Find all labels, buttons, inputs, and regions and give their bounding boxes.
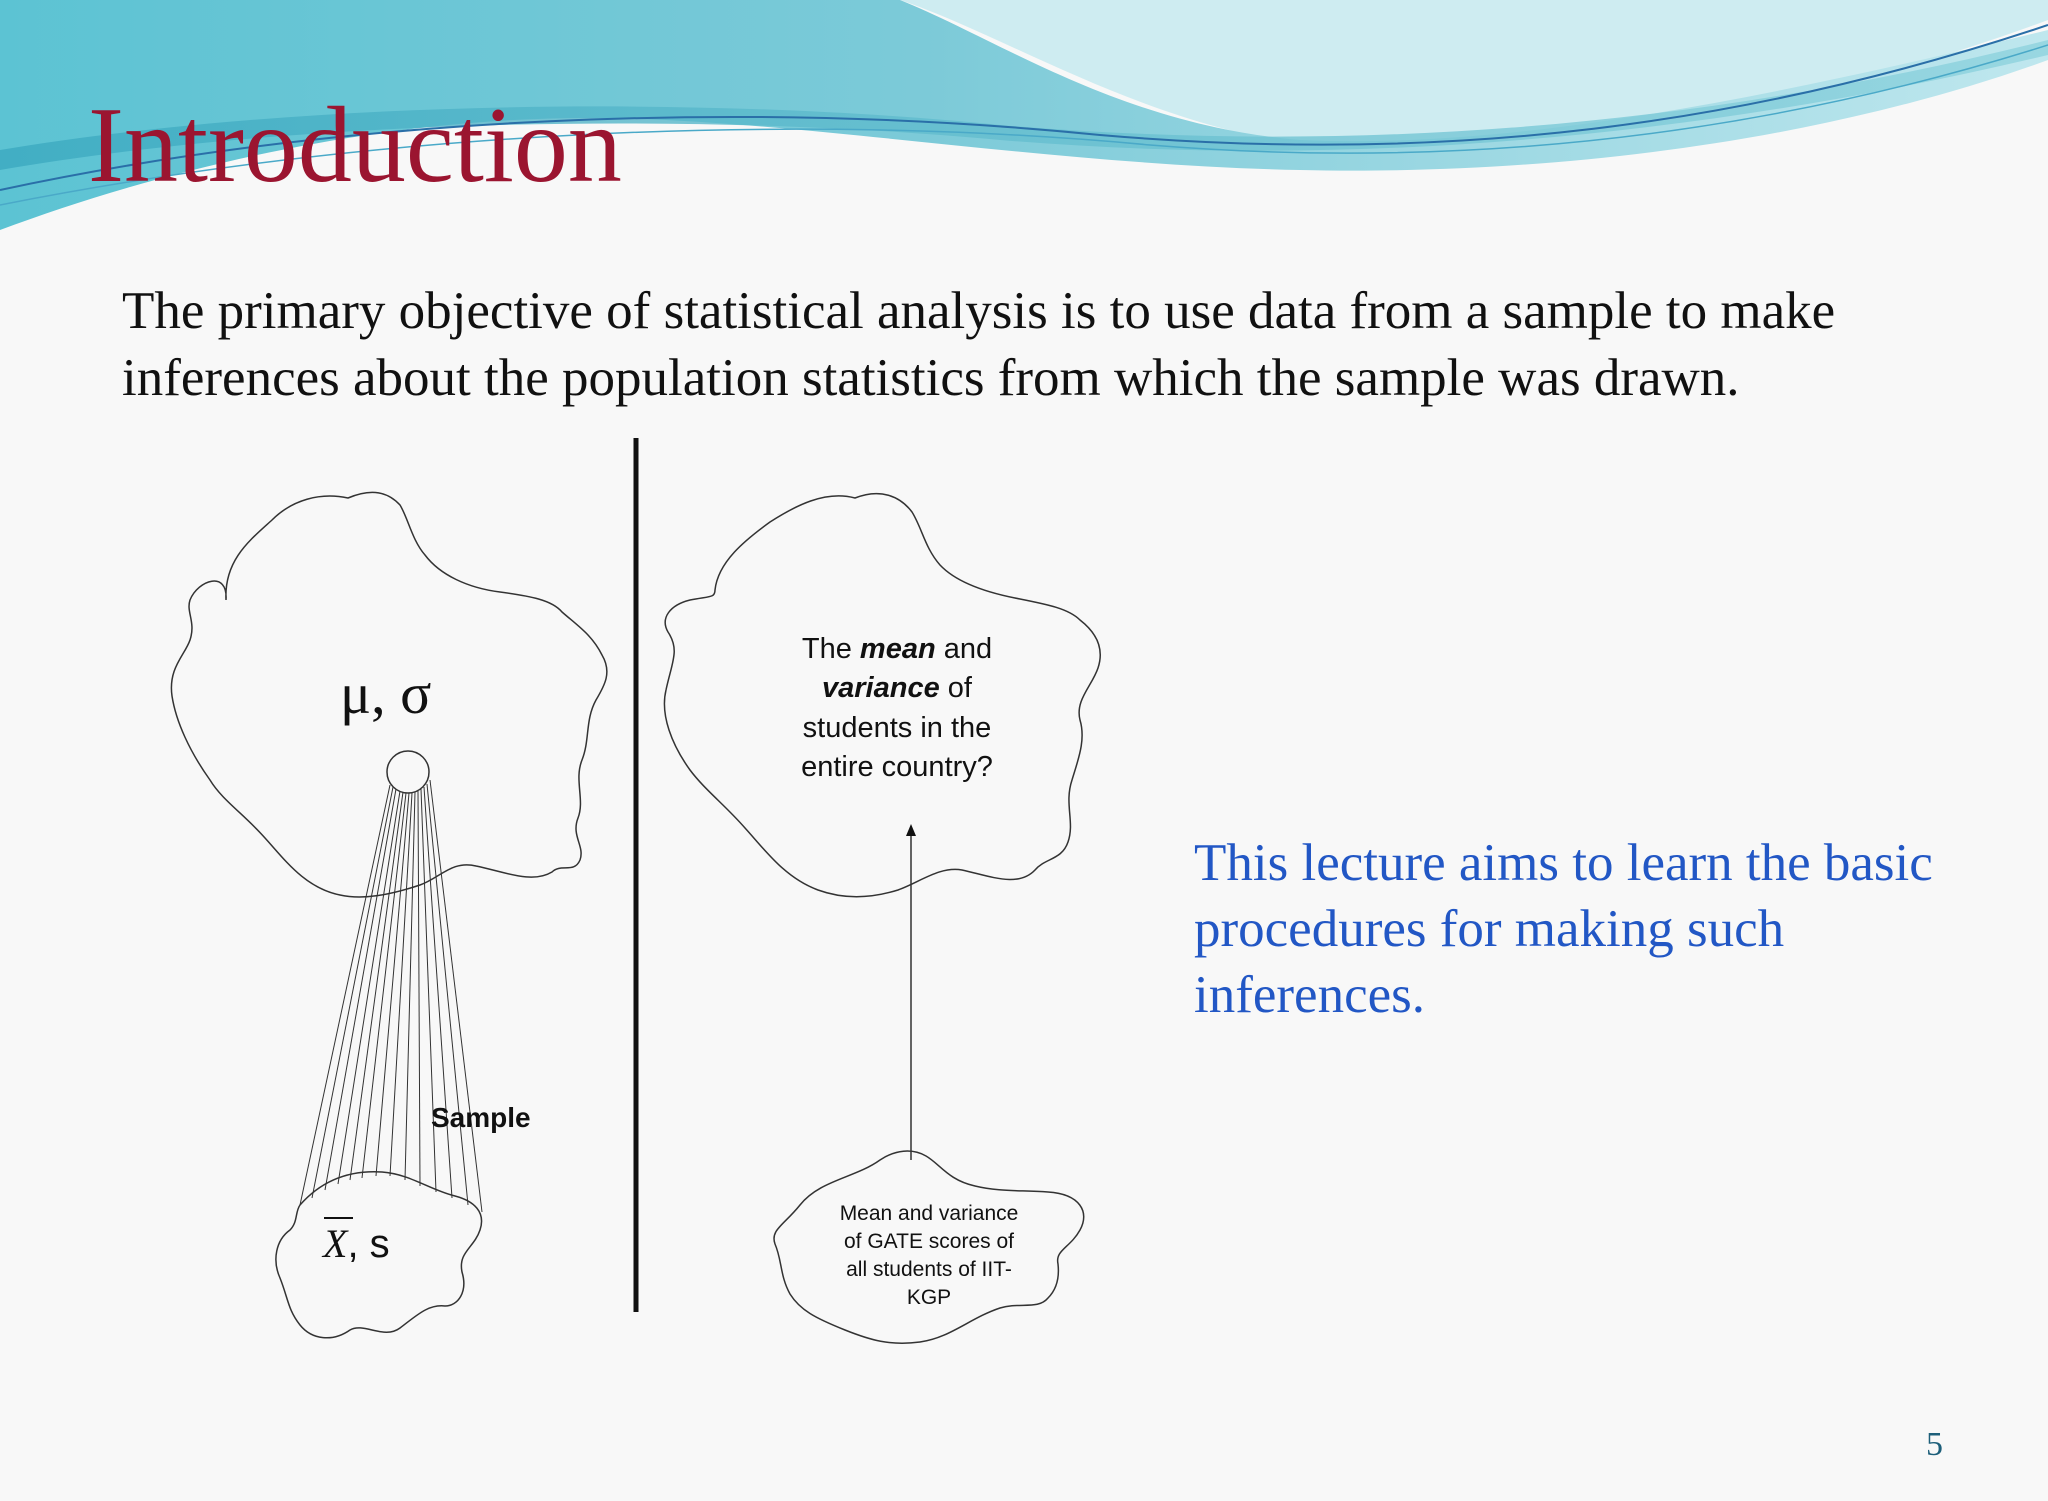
population-params-label: μ, σ xyxy=(340,661,432,726)
sample-stat-rest: , s xyxy=(347,1222,390,1266)
svg-text:variance of xyxy=(822,672,973,704)
slide-title: Introduction xyxy=(88,86,622,205)
question-mean-emphasis: mean xyxy=(859,633,936,665)
gate-sample-text xyxy=(840,1202,1019,1309)
sample-rays xyxy=(300,780,482,1212)
question-line3: students in the xyxy=(802,712,992,744)
lecture-aim-text: This lecture aims to learn the basic procedures for making such inferences. xyxy=(1194,834,1933,1024)
question-line1-post: and xyxy=(935,633,993,665)
sample-stat-label xyxy=(321,1221,390,1266)
question-line4: entire country? xyxy=(801,751,993,783)
arrow-head xyxy=(906,824,916,836)
question-line1-pre: The xyxy=(801,633,860,665)
sample-selection-circle xyxy=(387,751,429,793)
sample-stat-symbol: X xyxy=(323,1221,348,1266)
sample-data-line3: all students of IIT- xyxy=(846,1258,1012,1281)
sample-data-line2: of GATE scores of xyxy=(844,1230,1014,1253)
country-question xyxy=(801,633,993,783)
sample-data-line1: Mean and variance xyxy=(839,1202,1019,1225)
question-line2-post: of xyxy=(939,672,972,704)
question-variance-emphasis: variance xyxy=(822,672,940,704)
intro-paragraph: The primary objective of statistical analysis is to use data from a sample to make inferences about the population statistics from which the sample was drawn. xyxy=(122,282,1836,407)
page-number: 5 xyxy=(1926,1426,1943,1463)
sample-label: Sample xyxy=(431,1102,531,1133)
sample-data-line4: KGP xyxy=(906,1286,952,1309)
svg-text:The mean and xyxy=(802,633,992,665)
